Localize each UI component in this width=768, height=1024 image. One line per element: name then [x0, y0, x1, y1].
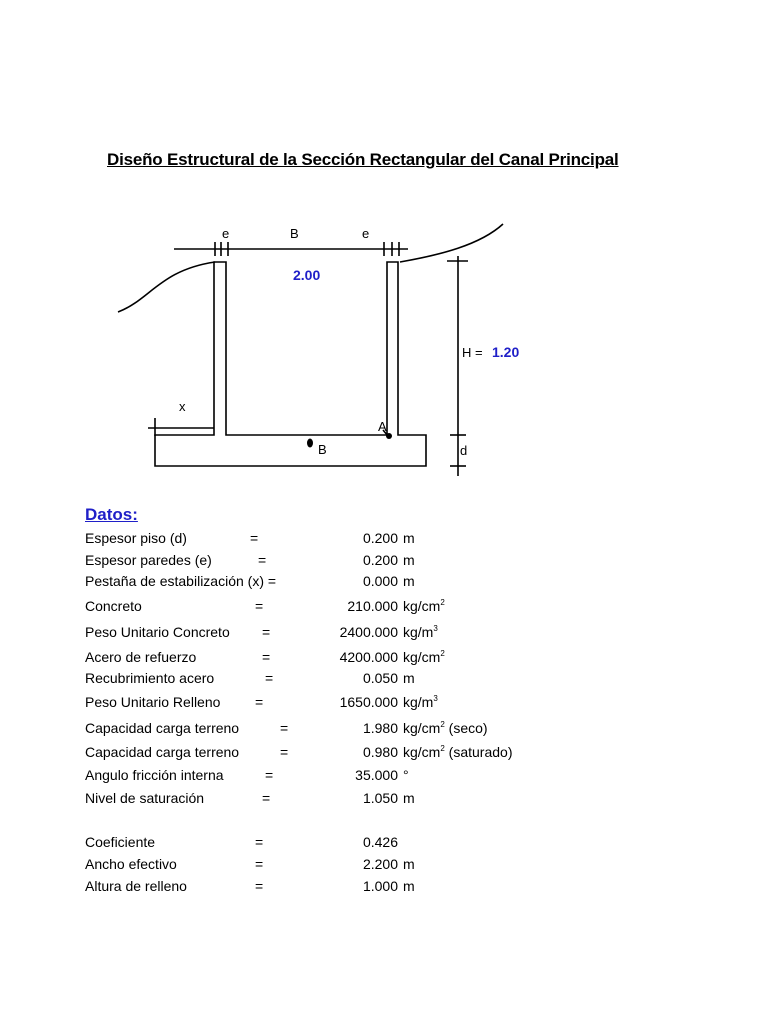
row-label: Espesor paredes (e): [85, 552, 212, 568]
channel-outline: [155, 262, 426, 466]
label-d: d: [460, 443, 468, 458]
row-equals: =: [255, 878, 264, 894]
row-label: Capacidad carga terreno: [85, 720, 240, 736]
label-B-point: B: [318, 442, 327, 457]
row-equals: =: [250, 530, 259, 546]
data-row: [0, 552, 768, 574]
datos-heading: Datos:: [85, 505, 138, 524]
row-value: 1.980: [362, 720, 398, 736]
row-unit: $kg/cm^2$ (saturado): [403, 744, 513, 760]
row-equals: =: [280, 744, 289, 760]
row-equals: =: [255, 598, 264, 614]
row-unit: $kg/cm^2$: [403, 649, 445, 665]
row-equals: =: [262, 649, 271, 665]
data-row: [0, 834, 768, 856]
data-row: [0, 790, 768, 812]
row-equals: =: [255, 834, 264, 850]
row-equals: =: [255, 856, 264, 872]
row-unit: m: [403, 790, 415, 806]
row-unit: m: [403, 856, 415, 872]
row-label: Nivel de saturación: [85, 790, 205, 806]
row-value: 0.000: [362, 573, 398, 589]
row-label: Capacidad carga terreno: [85, 744, 240, 760]
data-row: [0, 767, 768, 789]
row-equals: =: [265, 767, 274, 783]
row-value: 0.050: [362, 670, 398, 686]
row-equals: =: [262, 624, 271, 640]
row-label: Angulo fricción interna: [85, 767, 224, 783]
data-row: [0, 573, 768, 595]
row-value: 1.050: [362, 790, 398, 806]
row-value: 35.000: [355, 767, 398, 783]
row-value: 210.000: [347, 598, 398, 614]
row-value: 1650.000: [339, 694, 398, 710]
data-row: [0, 694, 768, 716]
row-unit: m: [403, 573, 415, 589]
row-value: 0.980: [362, 744, 398, 760]
data-row: [0, 624, 768, 646]
row-unit: m: [403, 530, 415, 546]
row-label: Ancho efectivo: [85, 856, 177, 872]
row-unit: m: [403, 552, 415, 568]
row-unit: $kg/cm^2$ (seco): [403, 720, 488, 736]
data-row: [0, 720, 768, 742]
row-unit: m: [403, 670, 415, 686]
row-equals: =: [255, 694, 264, 710]
terrain-right: [400, 224, 503, 262]
label-x: x: [179, 399, 186, 414]
row-value: 0.200: [362, 552, 398, 568]
terrain-left: [118, 262, 215, 312]
row-value: 0.200: [362, 530, 398, 546]
label-H: H =: [462, 345, 483, 360]
row-unit: $kg/cm^2$: [403, 598, 445, 614]
data-row: [0, 744, 768, 766]
row-label: Pestaña de estabilización (x) =: [85, 573, 277, 589]
row-unit: $kg/m^3$: [403, 624, 438, 640]
row-value: 0.426: [362, 834, 398, 850]
row-value: 2.200: [362, 856, 398, 872]
row-equals: =: [262, 790, 271, 806]
row-label: Concreto: [85, 598, 142, 614]
row-equals: =: [265, 670, 274, 686]
label-e-left: e: [222, 226, 230, 241]
row-label: Espesor piso (d): [85, 530, 187, 546]
point-B-marker: [307, 439, 313, 448]
label-B-top: B: [290, 226, 299, 241]
row-label: Peso Unitario Relleno: [85, 694, 221, 710]
data-row: [0, 878, 768, 900]
document-title: Diseño Estructural de la Sección Rectangular del Canal Principal: [107, 150, 619, 169]
row-value: 4200.000: [339, 649, 398, 665]
row-unit: $kg/m^3$: [403, 694, 438, 710]
data-row: [0, 670, 768, 692]
row-label: Acero de refuerzo: [85, 649, 197, 665]
height-value: 1.20: [492, 344, 520, 360]
canal-section-diagram: [0, 0, 768, 500]
point-A-marker: [386, 433, 392, 439]
label-e-right: e: [362, 226, 370, 241]
row-label: Altura de relleno: [85, 878, 187, 894]
data-row: [0, 598, 768, 620]
width-value: 2.00: [293, 267, 321, 283]
row-value: 1.000: [362, 878, 398, 894]
row-equals: =: [258, 552, 267, 568]
data-row: [0, 530, 768, 552]
row-label: Recubrimiento acero: [85, 670, 215, 686]
row-label: Coeficiente: [85, 834, 156, 850]
label-A: A: [378, 419, 387, 434]
data-row: [0, 649, 768, 671]
row-unit: °: [403, 767, 409, 783]
row-equals: =: [280, 720, 289, 736]
data-row: [0, 856, 768, 878]
row-unit: m: [403, 878, 415, 894]
row-label: Peso Unitario Concreto: [85, 624, 230, 640]
row-value: 2400.000: [339, 624, 398, 640]
